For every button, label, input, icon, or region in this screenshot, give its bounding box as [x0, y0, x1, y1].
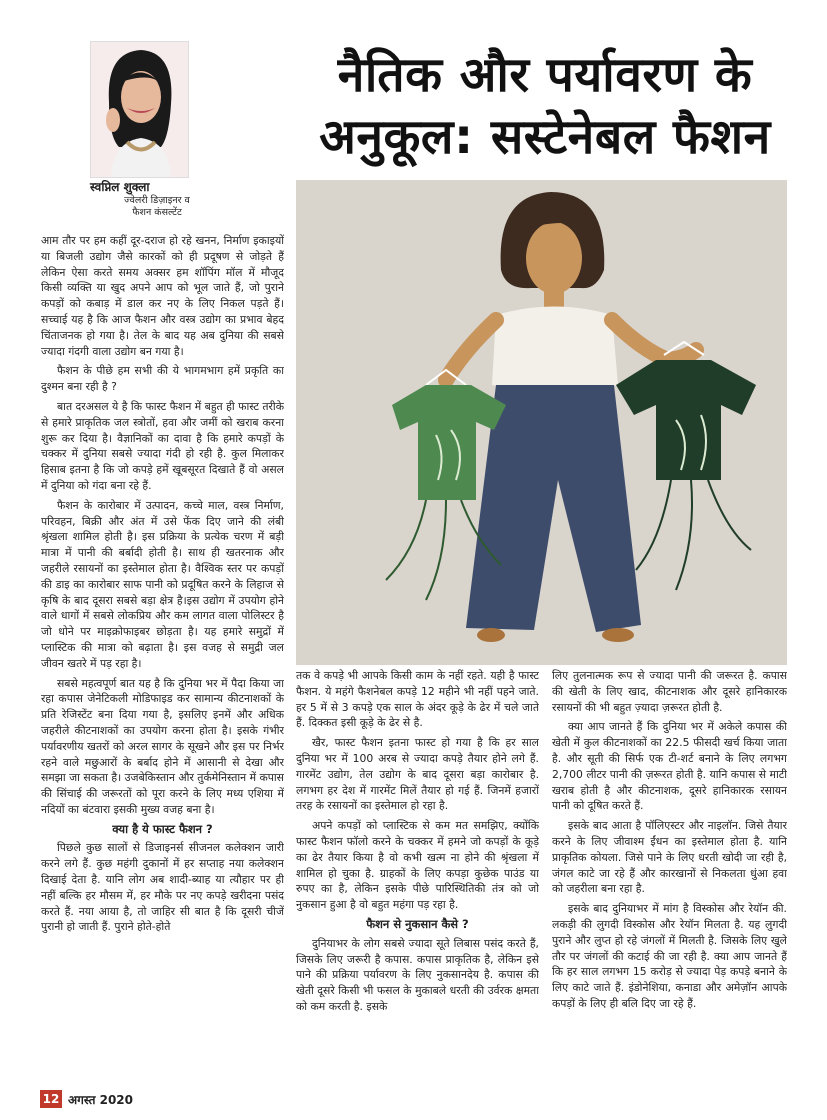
- paragraph: तक वे कपड़े भी आपके किसी काम के नहीं रहते. यही है फास्ट फैशन. ये महंगे फैशनेबल कपड़े 12 महीने भी नहीं पहने जाते. हर 5 में से 3 कपड़े एक साल के अंदर कूड़े के ढेर में चले जाते हैं. दिक्कत इसी कूड़े के ढेर से है.: [296, 669, 539, 730]
- paragraph: फैशन के पीछे हम सभी की ये भागमभाग हमें प्रकृति का दुश्मन बना रही है ?: [41, 364, 284, 394]
- paragraph: खैर, फास्ट फैशन इतना फास्ट हो गया है कि हर साल दुनिया भर में 100 अरब से ज्यादा कपड़े तैयार होने लगे हैं. गारमेंट उद्योग, तेल उद्योग के बाद दूसरा बड़ा कारोबार है. लगभग हर देश में गारमेंट मिलें तैयार हो गई हैं. जिनमें हजारों तरह के रसायनों का इस्तेमाल हो रहा है.: [296, 736, 539, 813]
- author-role: ज्वेलरी डिज़ाइनर व फैशन कंसल्टेंट: [124, 195, 190, 218]
- author-name: स्वप्निल शुक्ला: [90, 180, 150, 194]
- author-photo: [90, 41, 189, 178]
- paragraph: बात दरअसल ये है कि फास्ट फैशन में बहुत ही फास्ट तरीके से हमारे प्राकृतिक जल स्त्रोतों, हवा और जमीं को खराब करना शुरू कर दिया है। वैज्ञानिकों का दावा है कि हमारे कपड़ों के चक्कर में दुनिया सबसे ज्यादा गंदी हो रही है. कुल मिलाकर हिसाब इतना है कि जो कपड़े हमें खूबसूरत दिखाते हैं वो असल में दुनिया को गंदा बना रहे हैं.: [41, 399, 284, 492]
- paragraph: सबसे महत्वपूर्ण बात यह है कि दुनिया भर में पैदा किया जा रहा कपास जेनेटिकली मोडिफाइड कर सामान्य कीटनाशकों के प्रति रेजिस्टेंट बना दिया गया है, इसलिए इनमें और अधिक जहरीले कीटनाशकों का उपयोग करना होता है। इसके गंभीर पर्यावरणीय खतरों को अरल सागर के सूखने और इस पर निर्भर रहने वाले मछुआरों के बर्बाद होने में आसानी से देखा और समझा जा सकता है। उजबेकिस्तान और तुर्कमेनिस्तान में कपास की सिंचाई की जरूरतों को पूरा करने के लिए मध्य एशिया में नदियों का बंटवारा इसकी मुख्य वजह बना है।: [41, 676, 284, 816]
- paragraph: फैशन के कारोबार में उत्पादन, कच्चे माल, वस्त्र निर्माण, परिवहन, बिक्री और अंत में उसे फेंक दिए जाने की लंबी श्रृंखला शामिल होती है। इस प्रक्रिया के प्रत्येक चरण में बड़ी मात्रा में पानी की बर्बादी होती है। साथ ही खतरनाक और जहरीले रसायनों का इस्तेमाल होता है। वैश्विक स्तर पर कपड़ों की डाइ का कारोबार साफ पानी को प्रदूषित करने के लिहाज से कृषि के बाद दूसरा सबसे बड़ा क्षेत्र है।इस उद्योग में उपयोग होने वाले धागों में सबसे लोकप्रिय और कम लागत वाला पोलिस्टर है जो धोने पर माइक्रोफाइबर छोड़ता है। यह हमारे समुद्रों में प्लास्टिक की मात्रा को बढ़ाता है। इस वजह से समुद्री जल जीवन खतरे में पड़ रहा है।: [41, 498, 284, 670]
- article-column-2: [296, 668, 539, 1078]
- page-footer: [32, 1090, 802, 1110]
- section-heading: क्या है ये फास्ट फैशन ?: [112, 821, 213, 836]
- paragraph: दुनियाभर के लोग सबसे ज्यादा सूते लिबास पसंद करते हैं, जिसके लिए जरूरी है कपास. कपास प्राकृतिक है, लेकिन इसे पाने की प्रक्रिया पर्यावरण के लिए नुकसानदेय है. कपास की खेती दूसरे किसी भी फसल के मुकाबले धरती की उर्वरक क्षमता को कम करती है. इसके: [296, 936, 539, 1013]
- paragraph: लिए तुलनात्मक रूप से ज्यादा पानी की जरूरत है. कपास की खेती के लिए खाद, कीटनाशक और दूसरे हानिकारक रसायनों की भी बहुत ज़्यादा ज़रूरत होती है.: [552, 669, 787, 714]
- article-column-1: [41, 233, 284, 1071]
- article-title: नैतिक और पर्यावरण के अनुकूल: सस्टेनेबल फैशन: [319, 47, 771, 165]
- paragraph: आम तौर पर हम कहीं दूर-दराज हो रहे खनन, निर्माण इकाइयों या बिजली उद्योग जैसे कारकों को ही प्रदूषण से जोड़ते हैं लेकिन ऐसा करते समय अक्सर हम शॉपिंग मॉल में मौजूद किसी व्यक्ति या खुद अपने आप को भूल जाते हैं, जो पुराने कपड़ों को कबाड़ में डाल कर नए के लिए निकल पड़ते हैं। सच्चाई यह है कि आज फैशन और वस्त्र उद्योग का प्रभाव बेहद चिंताजनक हो गया है। तेल के बाद यह अब दुनिया की सबसे ज्यादा गंदगी वाला उद्योग बन गया है।: [41, 234, 284, 358]
- paragraph: इसके बाद आता है पॉलिएस्टर और नाइलॉन. जिसे तैयार करने के लिए जीवाश्म ईंधन का इस्तेमाल होता है. यानि प्राकृतिक कोयला. जिसे पाने के लिए धरती खोदी जा रही है, जंगल काटे जा रहे हैं और कारखानों से निकलता धुंआ हवा को जहरीला बना रहा है.: [552, 819, 787, 896]
- fashion-illustration-image: [296, 180, 787, 665]
- paragraph: क्या आप जानते हैं कि दुनिया भर में अकेले कपास की खेती में कुल कीटनाशकों का 22.5 फीसदी खर्च किया जाता है. और सूती की सिर्फ एक टी-शर्ट बनाने के लिए लगभग 2,700 लीटर पानी की ज़रूरत होती है. यानि कपास से माटी खराब होती है और कीटनाशक, दूसरे हानिकारक रसायन पानी को दूषित करते हैं.: [552, 720, 787, 813]
- section-heading: फैशन से नुकसान कैसे ?: [366, 916, 469, 931]
- paragraph: पिछले कुछ सालों से डिजाइनर्स सीजनल कलेक्शन जारी करने लगे हैं. कुछ महंगी दुकानों में हर सप्ताह नया कलेक्शन दिखाई देता है. यानि लोग अब शादी-ब्याह या त्यौहार पर ही नहीं बल्कि हर मौसम में, हर मौके पर नए कपड़े खरीदना पसंद करते हैं. नया आया है, तो जाहिर सी बात है कि दूसरी चीजें पुरानी हो जाती हैं. पुराने होते-होते: [41, 841, 284, 934]
- paragraph: अपने कपड़ों को प्लास्टिक से कम मत समझिए, क्योंकि फास्ट फैशन फॉलो करने के चक्कर में हमने जो कपड़ों के कूड़े का ढेर तैयार किया है वो कभी खत्म ना होने की श्रृंखला में शामिल हो चुका है. ग्राहकों के लिए कपड़ा कुछेक पाउंड या रुपए का है, लेकिन इसके पीछे पारिस्थितिकी तंत्र को जो नुकसान हुआ है वो बहुत महंगा पड़ रहा है.: [296, 819, 539, 912]
- page-number: 12: [40, 1090, 62, 1108]
- article-column-3: [552, 668, 787, 1078]
- issue-month: अगस्त 2020: [68, 1093, 134, 1107]
- paragraph: इसके बाद दुनियाभर में मांग है विस्कोस और रेयॉन की. लकड़ी की लुगदी विस्कोस और रेयॉन मिलता है. यह लुगदी पुराने और लुप्त हो रहे जंगलों में मिलती है. जिसके लिए खुले तौर पर जंगलों की कटाई की जा रही है. क्या आप जानते हैं कि हर साल लगभग 15 करोड़ से ज्यादा पेड़ कपड़े बनाने के लिए काटे जाते हैं. इंडोनेशिया, कनाडा और अमेज़ॉन आपके कपड़ों के लिए ही बलि दिए जा रहे हैं.: [552, 902, 787, 1010]
- article-illustration: [296, 180, 787, 665]
- author-portrait-image: [91, 42, 188, 177]
